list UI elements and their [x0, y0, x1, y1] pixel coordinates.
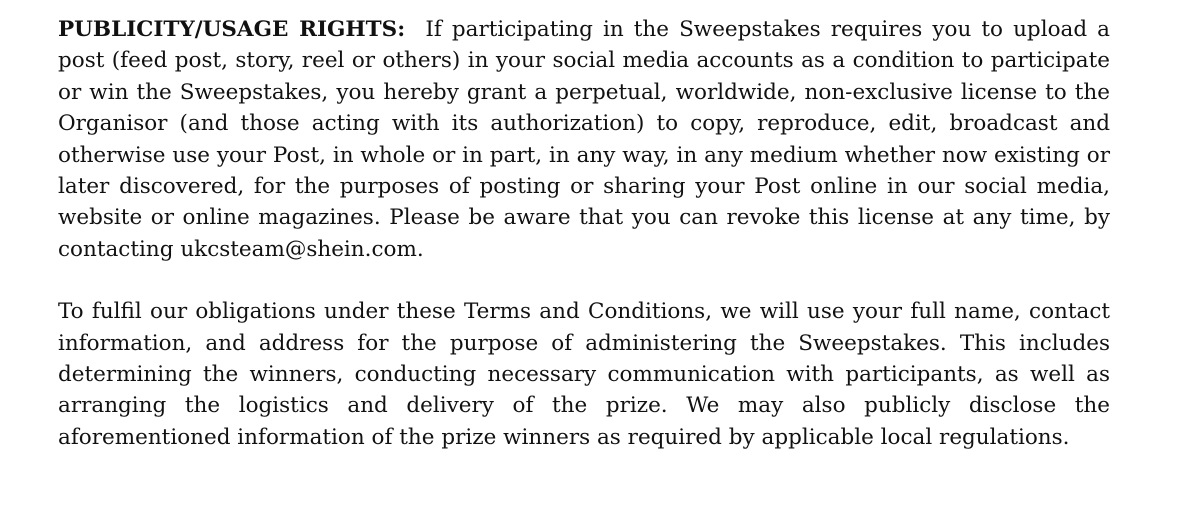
data-usage-paragraph: [58, 296, 1110, 453]
publicity-paragraph: [58, 14, 1110, 265]
contact-email: ukcsteam@shein.com: [180, 236, 417, 262]
section-heading: PUBLICITY/USAGE RIGHTS:: [58, 17, 406, 42]
publicity-period: .: [416, 236, 424, 262]
terms-section: [58, 14, 1110, 453]
publicity-text: If participating in the Sweepstakes requires you to upload a post (feed post, story, reel or others) in your social media accounts as a condition to participate or win the Sweepstakes, you hereby grant a perpetual, worldwide, non-exclusive license to the Organisor (and those acting with its authorization) to copy, reproduce, edit, broadcast and otherwise use your Post, in whole or in part, in any way, in any medium whether now existing or later discovered, for the purposes of posting or sharing your Post online in our social media, website or online magazines. Please be aware that you can revoke this license at any time, by contacting: [58, 17, 1110, 262]
data-usage-text: To fulfil our obligations under these Terms and Conditions, we will use your full name, contact information, and address for the purpose of administering the Sweepstakes. This includes determining the winners, conducting necessary communication with participants, as well as arranging the logistics and delivery of the prize. We may also publicly disclose the aforementioned information of the prize winners as required by applicable local regulations.: [58, 299, 1110, 450]
